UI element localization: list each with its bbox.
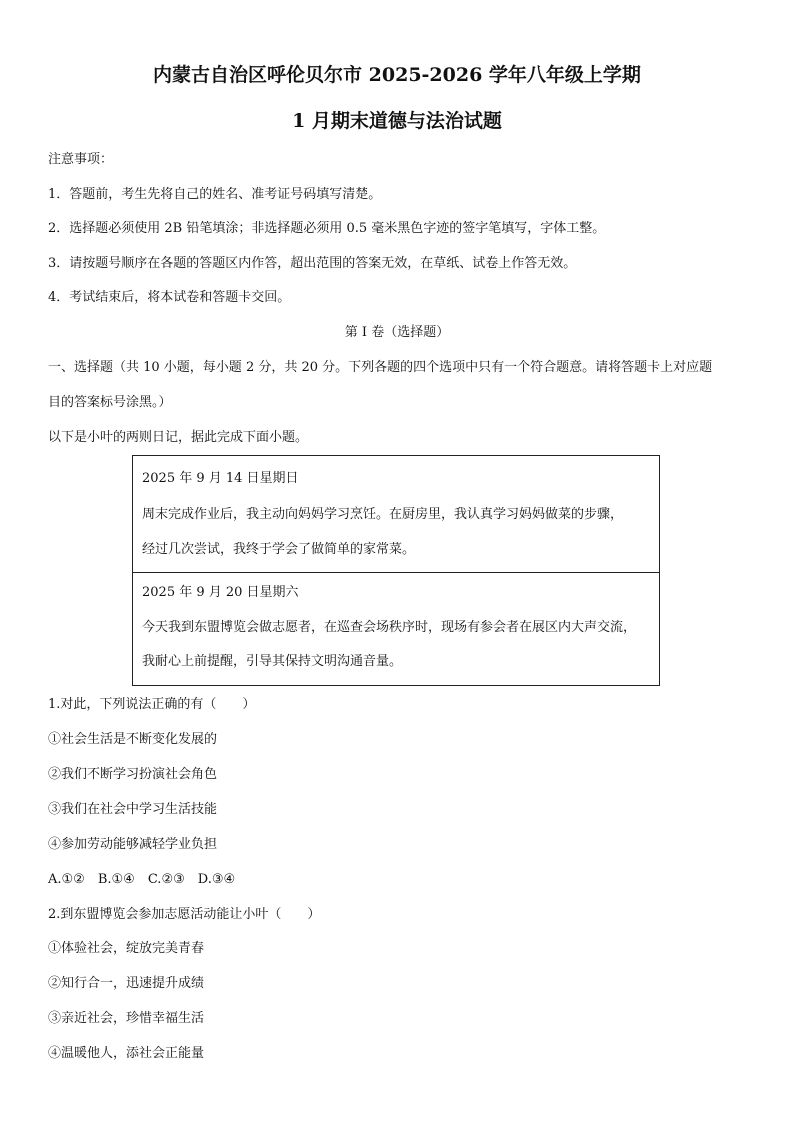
- diary-text: 今天我到东盟博览会做志愿者，在巡查会场秩序时，现场有参会者在展区内大声交流，: [142, 620, 637, 635]
- question-option: ④参加劳动能够减轻学业负担: [48, 837, 218, 852]
- question-option: ①体验社会，绽放完美青春: [48, 941, 205, 956]
- diary-entry: [133, 572, 659, 685]
- exam-title-line1: 内蒙古自治区呼伦贝尔市 2025-2026 学年八年级上学期: [153, 64, 641, 86]
- diary-box: [132, 455, 660, 686]
- answer-choices: A.①② B.①④ C.②③ D.③④: [48, 872, 236, 887]
- question-stem: 2.到东盟博览会参加志愿活动能让小叶（ ）: [48, 907, 321, 922]
- exam-title-line2: 1 月期末道德与法治试题: [292, 110, 502, 132]
- question-option: ②知行合一，迅速提升成绩: [48, 976, 205, 991]
- notice-item: 2．选择题必须使用 2B 铅笔填涂；非选择题必须用 0.5 毫米黑色字迹的签字笔填写，字体工整。: [48, 221, 606, 236]
- question-option: ③我们在社会中学习生活技能: [48, 802, 218, 817]
- diary-date: 2025 年 9 月 14 日星期日: [142, 471, 299, 486]
- question-stem: 1.对此，下列说法正确的有（ ）: [48, 697, 256, 712]
- notice-heading: 注意事项：: [48, 152, 114, 167]
- diary-text: 周末完成作业后，我主动向妈妈学习烹饪。在厨房里，我认真学习妈妈做菜的步骤，: [142, 507, 624, 522]
- diary-text: 经过几次尝试，我终于学会了做简单的家常菜。: [142, 542, 416, 557]
- notice-item: 3．请按题号顺序在各题的答题区内作答，超出范围的答案无效，在草纸、试卷上作答无效。: [48, 256, 577, 271]
- question-option: ①社会生活是不断变化发展的: [48, 732, 218, 747]
- section-instruction: 目的答案标号涂黑。）: [48, 395, 172, 410]
- notice-item: 4．考试结束后，将本试卷和答题卡交回。: [48, 290, 291, 305]
- material-intro: 以下是小叶的两则日记，据此完成下面小题。: [48, 430, 309, 445]
- question-option: ②我们不断学习扮演社会角色: [48, 767, 218, 782]
- diary-text: 我耐心上前提醒，引导其保持文明沟通音量。: [142, 654, 403, 669]
- diary-date: 2025 年 9 月 20 日星期六: [142, 585, 299, 600]
- section-instruction: 一、选择题（共 10 小题，每小题 2 分，共 20 分。下列各题的四个选项中只有一个符合题意。请将答题卡上对应题: [48, 360, 713, 375]
- notice-item: 1．答题前，考生先将自己的姓名、准考证号码填写清楚。: [48, 187, 382, 202]
- question-option: ④温暖他人，添社会正能量: [48, 1046, 205, 1061]
- question-option: ③亲近社会，珍惜幸福生活: [48, 1011, 205, 1026]
- diary-entry: [133, 456, 659, 573]
- section-title: 第 I 卷（选择题）: [344, 325, 450, 340]
